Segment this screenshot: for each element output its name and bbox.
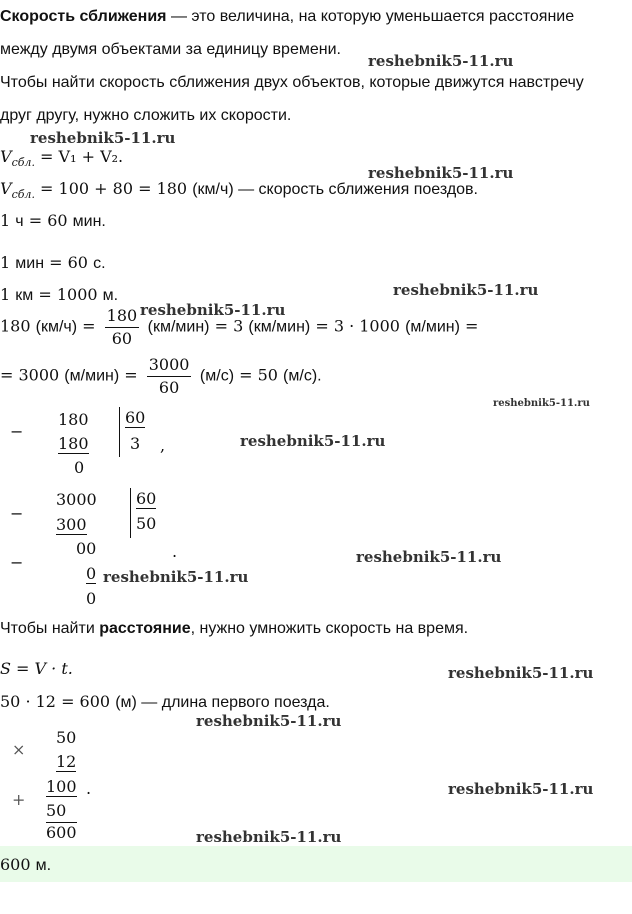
answer-box [0,846,632,882]
watermark: reshebnik5-11.ru [448,664,594,682]
text: , нужно умножить скорость на время. [190,620,469,637]
num: = 3 [209,316,249,336]
unit: (м/мин) [405,318,460,336]
unit: мин [15,255,45,272]
product: 600 [46,823,77,842]
num: 50 · 12 = 600 [0,692,116,711]
plus-sign: + [12,790,26,809]
unit: (м) [115,694,137,711]
definition-line-1 [0,8,574,26]
num: = 60 [23,211,73,230]
formula-closing-speed-values [0,179,478,201]
text: Чтобы найти [0,620,100,637]
watermark: reshebnik5-11.ru [356,548,502,566]
minus-sign: − [10,422,24,441]
eq-hour [0,211,106,231]
unit: м. [102,287,119,304]
num: 1 [0,285,16,304]
unit: (м/с) [195,367,235,385]
subtrahend: 300 [56,515,87,534]
answer-value: 600 [0,855,36,874]
fraction [105,305,140,350]
unit: м. [35,857,52,874]
divisor: 60 [136,489,157,508]
formula-rhs: = 100 + 80 = 180 [34,179,193,198]
remainder: 0 [74,458,85,477]
denominator: 60 [158,378,180,397]
period: . [86,779,92,798]
watermark: reshebnik5-11.ru [393,281,539,299]
watermark: reshebnik5-11.ru [140,301,286,319]
quotient: 3 [130,434,141,453]
unit: ч [15,213,24,230]
watermark: reshebnik5-11.ru [196,828,342,846]
unit: (км/ч) [35,318,78,336]
eq-train-length [0,692,330,712]
period: . [172,542,178,561]
subtrahend: 0 [86,564,97,583]
eq: = [77,316,101,336]
answer-text [0,855,51,875]
numerator: 3000 [147,354,192,377]
times-sign: × [12,740,26,759]
num: 1 [0,253,16,272]
unit: (км/мин) [248,318,311,336]
unit: (м/с). [283,367,322,385]
dividend: 180 [58,410,89,429]
unit: мин. [72,213,106,230]
num: 1 [0,211,16,230]
num: = 1000 [33,285,103,304]
remainder: 00 [76,539,97,558]
unit: (км/мин) [143,318,210,336]
formula-distance: S = V · t. [0,659,73,678]
definition-line-2: между двумя объектами за единицу времени. [0,41,341,58]
watermark: reshebnik5-11.ru [30,129,176,147]
rule-line-1: Чтобы найти скорость сближения двух объектов, которые движутся навстречу [0,74,584,91]
division-bar [130,488,131,538]
distance-rule [0,620,468,638]
comma: , [160,436,166,455]
dividend: 3000 [56,490,97,509]
var-v: V [0,147,12,166]
watermark: reshebnik5-11.ru [240,432,386,450]
fraction [147,354,192,399]
formula-rhs: = V₁ + V₂. [34,147,124,166]
factor: 12 [56,752,77,771]
unit: (км/ч) [192,181,234,198]
minus-sign: − [10,553,24,572]
subscript: сбл. [11,156,35,169]
rule-line-2: друг другу, нужно сложить их скорости. [0,107,292,124]
quotient: 50 [136,514,157,533]
minus-sign: − [10,504,24,523]
unit: с. [93,255,106,272]
watermark: reshebnik5-11.ru [493,398,590,409]
num: = 50 [234,365,284,385]
eq-minute [0,253,106,273]
watermark: reshebnik5-11.ru [448,780,594,798]
conversion-line-2 [0,354,322,399]
partial-product: 100 [46,777,77,796]
text: — длина первого поезда. [136,694,330,711]
factor: 50 [56,728,77,747]
eq: = [459,316,479,336]
partial-product: 50 [46,801,67,820]
var-v: V [0,179,12,198]
watermark: reshebnik5-11.ru [368,164,514,182]
remainder: 0 [86,589,97,608]
divisor: 60 [125,408,146,427]
formula-closing-speed [0,147,123,169]
unit: км [15,287,34,304]
denominator: 60 [111,329,133,348]
num: = 3 · 1000 [310,316,406,336]
eq: = [119,365,143,385]
watermark: reshebnik5-11.ru [196,712,342,730]
term-closing-speed: Скорость сближения [0,8,167,25]
subtrahend: 180 [58,434,89,453]
num: = 3000 [0,365,65,385]
watermark: reshebnik5-11.ru [368,52,514,70]
eq-km [0,285,118,305]
definition-text: — это величина, на которую уменьшается расстояние [166,8,575,25]
numerator: 180 [105,305,140,328]
formula-tail: — скорость сближения поездов. [233,181,478,198]
term-distance: расстояние [99,620,191,637]
division-bar [119,407,120,457]
num: = 60 [44,253,94,272]
watermark: reshebnik5-11.ru [103,568,249,586]
unit: (м/мин) [64,367,120,385]
num: 180 [0,316,36,336]
subscript: сбл. [11,188,35,201]
